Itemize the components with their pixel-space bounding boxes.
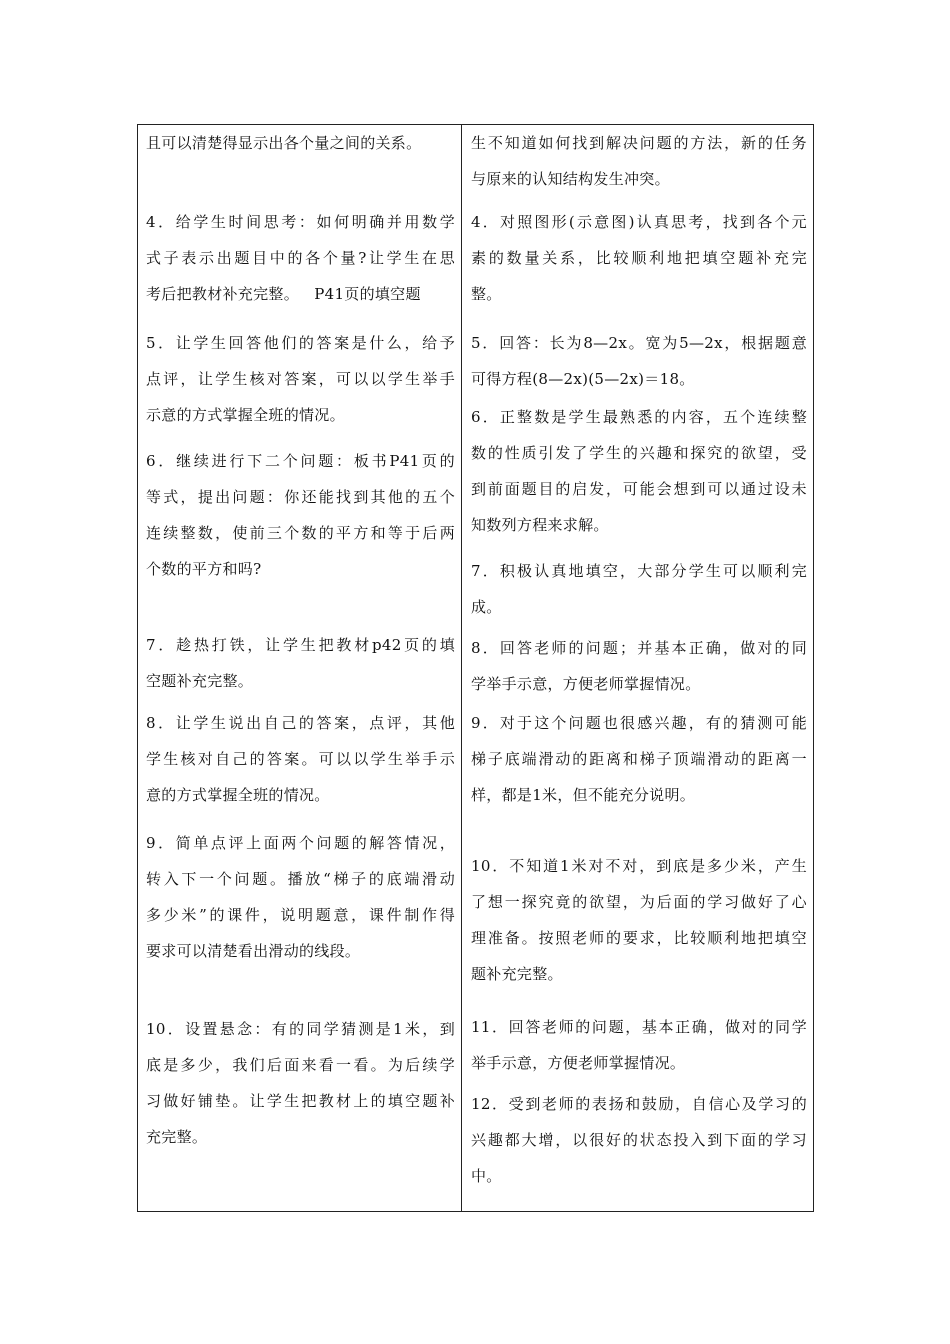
text-line: 连续整数，使前三个数的平方和等于后两 [146,524,455,542]
text-line: 学生核对自己的答案。可以以学生举手示 [146,750,455,768]
text-line: 转入下一个问题。播放“梯子的底端滑动 [146,870,455,888]
right-paragraph-10 [463,848,813,992]
text-line: 成。 [471,598,502,616]
text-line: 底是多少，我们后面来看一看。为后续学 [146,1056,455,1074]
text-line: 12．受到老师的表扬和鼓励，自信心及学习的 [471,1095,807,1113]
text-line: 素的数量关系，比较顺利地把填空题补充完 [471,249,807,267]
text-line: 8．让学生说出自己的答案，点评，其他 [146,714,455,732]
right-paragraph-7 [463,553,813,625]
text-line: 可得方程(8—2x)(5—2x)＝18。 [471,370,695,388]
text-line: 到前面题目的启发，可能会想到可以通过设未 [471,480,807,498]
text-line: 9．对于这个问题也很感兴趣，有的猜测可能 [471,714,807,732]
text-line: 兴趣都大增，以很好的状态投入到下面的学习 [471,1131,807,1149]
text-line: 生不知道如何找到解决问题的方法，新的任务 [471,134,807,152]
text-line: 5．回答：长为8—2x。宽为5—2x，根据题意 [471,334,807,352]
text-line: 中。 [471,1167,502,1185]
text-line: 6．正整数是学生最熟悉的内容，五个连续整 [471,408,807,426]
left-paragraph-5 [138,325,461,433]
text-line: 等式，提出问题：你还能找到其他的五个 [146,488,455,506]
text-line: 学举手示意，方便老师掌握情况。 [471,675,701,693]
text-line: 10．不知道1米对不对，到底是多少米，产生 [471,857,807,875]
right-paragraph-11 [463,1009,813,1081]
text-line: 知数列方程来求解。 [471,516,609,534]
column-divider [461,125,462,1211]
text-line: 示意的方式掌握全班的情况。 [146,406,345,424]
right-paragraph-continued [463,125,813,197]
text-line: 5．让学生回答他们的答案是什么，给予 [146,334,455,352]
left-paragraph-8 [138,705,461,813]
text-line: 个数的平方和吗? [146,560,262,578]
text-line: 数的性质引发了学生的兴趣和探究的欲望，受 [471,444,807,462]
text-line: 样，都是1米，但不能充分说明。 [471,786,696,804]
text-line: 梯子底端滑动的距离和梯子顶端滑动的距离一 [471,750,807,768]
text-line: 与原来的认知结构发生冲突。 [471,170,670,188]
right-paragraph-6 [463,399,813,543]
text-line: 4．对照图形(示意图)认真思考，找到各个元 [471,213,807,231]
left-paragraph-4 [138,204,461,312]
text-line: 整。 [471,285,502,303]
left-paragraph-7 [138,627,461,699]
text-line: 9．简单点评上面两个问题的解答情况， [146,834,455,852]
text-line: 6．继续进行下二个问题：板书P41页的 [146,452,455,470]
text-line: 空题补充完整。 [146,672,254,690]
text-line: 7．趁热打铁，让学生把教材p42页的填 [146,636,455,654]
right-paragraph-4 [463,204,813,312]
right-paragraph-5 [463,325,813,397]
student-activity-column [463,125,813,1211]
lesson-plan-table [137,124,814,1212]
text-line: 举手示意，方便老师掌握情况。 [471,1054,686,1072]
left-paragraph-6 [138,443,461,587]
right-paragraph-12 [463,1086,813,1194]
text-line: 且可以清楚得显示出各个量之间的关系。 [146,134,422,152]
text-line: 8．回答老师的问题；并基本正确，做对的同 [471,639,807,657]
text-line: 充完整。 [146,1128,208,1146]
text-line: 点评，让学生核对答案，可以以学生举手 [146,370,455,388]
text-line: 考后把教材补充完整。 P41页的填空题 [146,285,421,303]
text-line: 了想一探究竟的欲望，为后面的学习做好了心 [471,893,807,911]
left-paragraph-9 [138,825,461,969]
text-line: 多少米”的课件，说明题意，课件制作得 [146,906,455,924]
right-paragraph-9 [463,705,813,813]
text-line: 4．给学生时间思考：如何明确并用数学 [146,213,455,231]
text-line: 题补充完整。 [471,965,563,983]
text-line: 习做好铺垫。让学生把教材上的填空题补 [146,1092,455,1110]
left-paragraph-continued [138,125,461,161]
text-line: 7．积极认真地填空，大部分学生可以顺利完 [471,562,807,580]
left-paragraph-10 [138,1011,461,1155]
text-line: 理准备。按照老师的要求，比较顺利地把填空 [471,929,807,947]
text-line: 式子表示出题目中的各个量?让学生在思 [146,249,455,267]
text-line: 11．回答老师的问题，基本正确，做对的同学 [471,1018,807,1036]
teacher-activity-column [138,125,461,1211]
text-line: 要求可以清楚看出滑动的线段。 [146,942,361,960]
right-paragraph-8 [463,630,813,702]
text-line: 意的方式掌握全班的情况。 [146,786,330,804]
text-line: 10．设置悬念：有的同学猜测是1米，到 [146,1020,455,1038]
